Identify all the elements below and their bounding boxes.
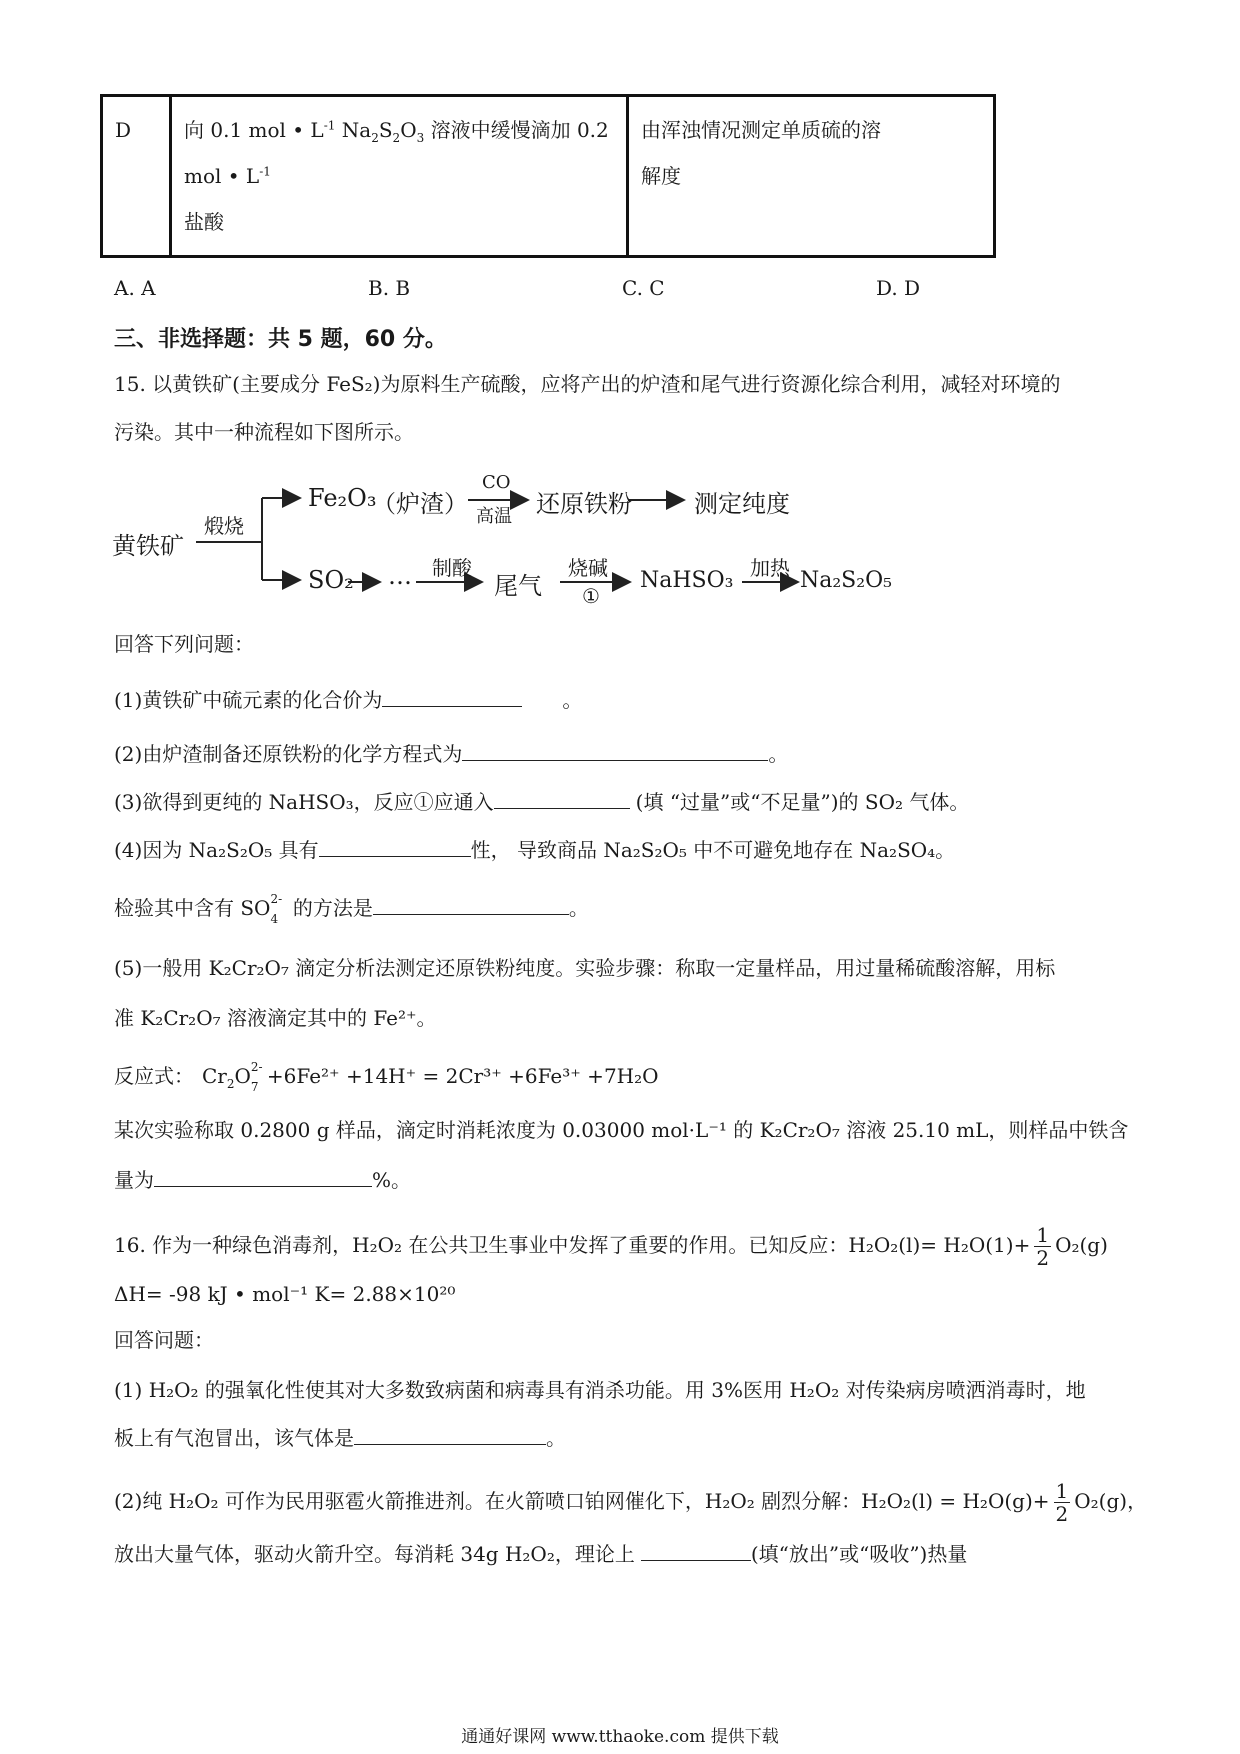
fraction-denominator: 2	[1036, 1246, 1050, 1270]
operation-text-6: 盐酸	[184, 210, 224, 234]
q15-part4-check	[114, 892, 589, 926]
q15-part1-text: (1)黄铁矿中硫元素的化合价为	[114, 688, 383, 712]
section-heading: 三、非选择题：共 5 题，60 分。	[114, 327, 447, 352]
q15-part3	[114, 788, 969, 816]
q16-intro-text: 16. 作为一种绿色消毒剂，H₂O₂ 在公共卫生事业中发挥了重要的作用。已知反应：H₂O₂(l)= H₂O(1)+	[114, 1233, 1031, 1257]
q16-part2-text-4: (填“放出”或“吸收”)热量	[750, 1542, 968, 1566]
option-letter-cell	[102, 96, 171, 257]
q15-part5-line1: (5)一般用 K₂Cr₂O₇ 滴定分析法测定还原铁粉纯度。实验步骤：称取一定量样品，用过量稀硫酸溶解，用标	[114, 956, 1056, 980]
flow-calcine-label: 煅烧	[204, 514, 244, 538]
fraction-numerator: 1	[1036, 1223, 1050, 1247]
q15-part5-line2: 准 K₂Cr₂O₇ 溶液滴定其中的 Fe²⁺。	[114, 1006, 437, 1030]
q15-part2	[114, 740, 788, 768]
q16-part2-text-2: O₂(g)，	[1074, 1489, 1148, 1513]
option-d: D. D	[876, 276, 921, 300]
answer-blank[interactable]	[641, 1540, 751, 1561]
q15-calc-line2	[114, 1166, 411, 1194]
q15-part4-text-2: 性， 导致商品 Na₂S₂O₅ 中不可避免地存在 Na₂SO₄。	[470, 838, 956, 862]
option-c: C. C	[622, 276, 665, 300]
period: 。	[546, 1426, 566, 1450]
option-letter: D	[115, 118, 132, 142]
q16-part2-line1	[114, 1480, 1147, 1525]
answer-blank[interactable]	[373, 894, 569, 915]
operation-text-2: Na	[335, 118, 372, 142]
answer-blank[interactable]	[462, 740, 768, 761]
subscript: 4	[270, 912, 279, 926]
answer-blank[interactable]	[154, 1166, 372, 1187]
q15-part2-text: (2)由炉渣制备还原铁粉的化学方程式为	[114, 742, 463, 766]
flow-na2s2o5: Na₂S₂O₅	[800, 568, 892, 593]
flow-co-label: CO	[482, 472, 511, 493]
superscript: -1	[323, 118, 336, 133]
purpose-cell	[628, 96, 995, 257]
q15-part1	[114, 686, 582, 714]
process-flow-diagram	[0, 470, 1240, 610]
dichromate-scripts	[250, 1060, 267, 1094]
answer-blank[interactable]	[319, 836, 471, 857]
percent-sign: %。	[372, 1168, 412, 1192]
q16-part1-line1: (1) H₂O₂ 的强氧化性使其对大多数致病菌和病毒具有消杀功能。用 3%医用 H₂O₂ 对传染病房喷洒消毒时，地	[114, 1378, 1086, 1402]
flow-heat-label: 加热	[750, 556, 790, 580]
reaction-text: O	[234, 1064, 251, 1088]
q15-part3-text: (3)欲得到更纯的 NaHSO₃，反应①应通入	[114, 790, 494, 814]
answer-blank[interactable]	[382, 686, 522, 707]
period: 。	[768, 742, 789, 766]
q15-reaction	[114, 1060, 659, 1094]
fraction-half	[1034, 1224, 1051, 1269]
q16-intro-text-2: O₂(g)	[1055, 1233, 1108, 1257]
q15-part4-text: (4)因为 Na₂S₂O₅ 具有	[114, 838, 319, 862]
flow-high-temp-label: 高温	[476, 506, 512, 527]
q16-answer-prompt: 回答问题：	[114, 1328, 214, 1352]
operation-text-1: 向 0.1 mol • L	[184, 118, 324, 142]
operation-text-4: O	[400, 118, 417, 142]
option-b: B. B	[368, 276, 411, 300]
flow-reduced-iron: 还原铁粉	[536, 490, 632, 518]
operation-cell	[171, 96, 628, 257]
reaction-label: 反应式：	[114, 1064, 194, 1088]
q15-check-text-2: 的方法是	[286, 896, 373, 920]
option-table	[100, 94, 996, 258]
subscript: 2	[392, 131, 401, 145]
option-a: A. A	[114, 276, 156, 300]
flow-circle-1: ①	[582, 584, 600, 608]
flow-measure-purity: 测定纯度	[694, 490, 790, 518]
q16-thermo-data: ΔH= -98 kJ • mol⁻¹ K= 2.88×10²⁰	[114, 1282, 456, 1306]
q15-part4	[114, 836, 955, 864]
flow-make-acid-label: 制酸	[432, 556, 472, 580]
reaction-text: +6Fe²⁺ +14H⁺ = 2Cr³⁺ +6Fe³⁺ +7H₂O	[266, 1064, 659, 1088]
q15-calc-text: 量为	[114, 1168, 154, 1192]
flow-fe2o3: Fe₂O₃	[308, 484, 377, 512]
flow-ellipsis: …	[388, 562, 412, 590]
subscript: 7	[250, 1080, 259, 1094]
subscript: 2	[371, 131, 379, 145]
subscript: 3	[416, 131, 425, 145]
operation-text-3: S	[378, 118, 393, 142]
sulfate-scripts	[270, 892, 286, 926]
answer-blank[interactable]	[354, 1424, 546, 1445]
flow-caustic-label: 烧碱	[568, 556, 608, 580]
q16-part2-text: (2)纯 H₂O₂ 可作为民用驱雹火箭推进剂。在火箭喷口铂网催化下，H₂O₂ 剧烈分解：H₂O₂(l) = H₂O(g)+	[114, 1489, 1050, 1513]
superscript: 2-	[250, 1060, 263, 1074]
q15-calc-line1: 某次实验称取 0.2800 g 样品，滴定时消耗浓度为 0.03000 mol·L⁻¹ 的 K₂Cr₂O₇ 溶液 25.10 mL，则样品中铁含	[114, 1118, 1129, 1142]
superscript: -1	[259, 164, 271, 179]
purpose-line-2: 解度	[641, 164, 681, 188]
period: 。	[562, 688, 583, 712]
purpose-line-1: 由浑浊情况测定单质硫的溶	[641, 118, 881, 142]
flow-pyrite: 黄铁矿	[112, 532, 184, 560]
fraction-denominator: 2	[1055, 1502, 1069, 1526]
flow-slag: （炉渣）	[372, 490, 468, 518]
q15-intro-line1: 15. 以黄铁矿(主要成分 FeS₂)为原料生产硫酸，应将产出的炉渣和尾气进行资源化综合利用，减轻对环境的	[114, 372, 1061, 396]
q15-part3-text-2: (填 “过量”或“不足量”)的 SO₂ 气体。	[635, 790, 970, 814]
flow-nahso3: NaHSO₃	[640, 568, 734, 593]
q16-part2-line2	[114, 1540, 967, 1568]
q15-check-text: 检验其中含有 SO	[114, 896, 271, 920]
fraction-half	[1054, 1480, 1071, 1525]
flow-so2: SO₂	[308, 566, 354, 594]
superscript: 2-	[270, 892, 283, 906]
operation-text-5: 溶液中缓慢滴加 0.2 mol • L	[184, 118, 609, 188]
fraction-numerator: 1	[1055, 1479, 1069, 1503]
answer-blank[interactable]	[494, 788, 630, 809]
period: 。	[568, 896, 589, 920]
reaction-text: Cr	[202, 1064, 227, 1088]
q15-intro-line2: 污染。其中一种流程如下图所示。	[114, 420, 414, 444]
flow-tail-gas: 尾气	[494, 572, 542, 600]
q15-answer-prompt: 回答下列问题：	[114, 632, 254, 656]
subscript: 2	[226, 1077, 235, 1091]
q16-part1-text: 板上有气泡冒出，该气体是	[114, 1426, 354, 1450]
q16-intro	[114, 1224, 1108, 1269]
table-row	[102, 96, 995, 257]
q16-part1-line2	[114, 1424, 566, 1452]
footer-source: 通通好课网 www.tthaoke.com 提供下载	[461, 1727, 779, 1747]
q16-part2-text-3: 放出大量气体，驱动火箭升空。每消耗 34g H₂O₂，理论上	[114, 1542, 635, 1566]
